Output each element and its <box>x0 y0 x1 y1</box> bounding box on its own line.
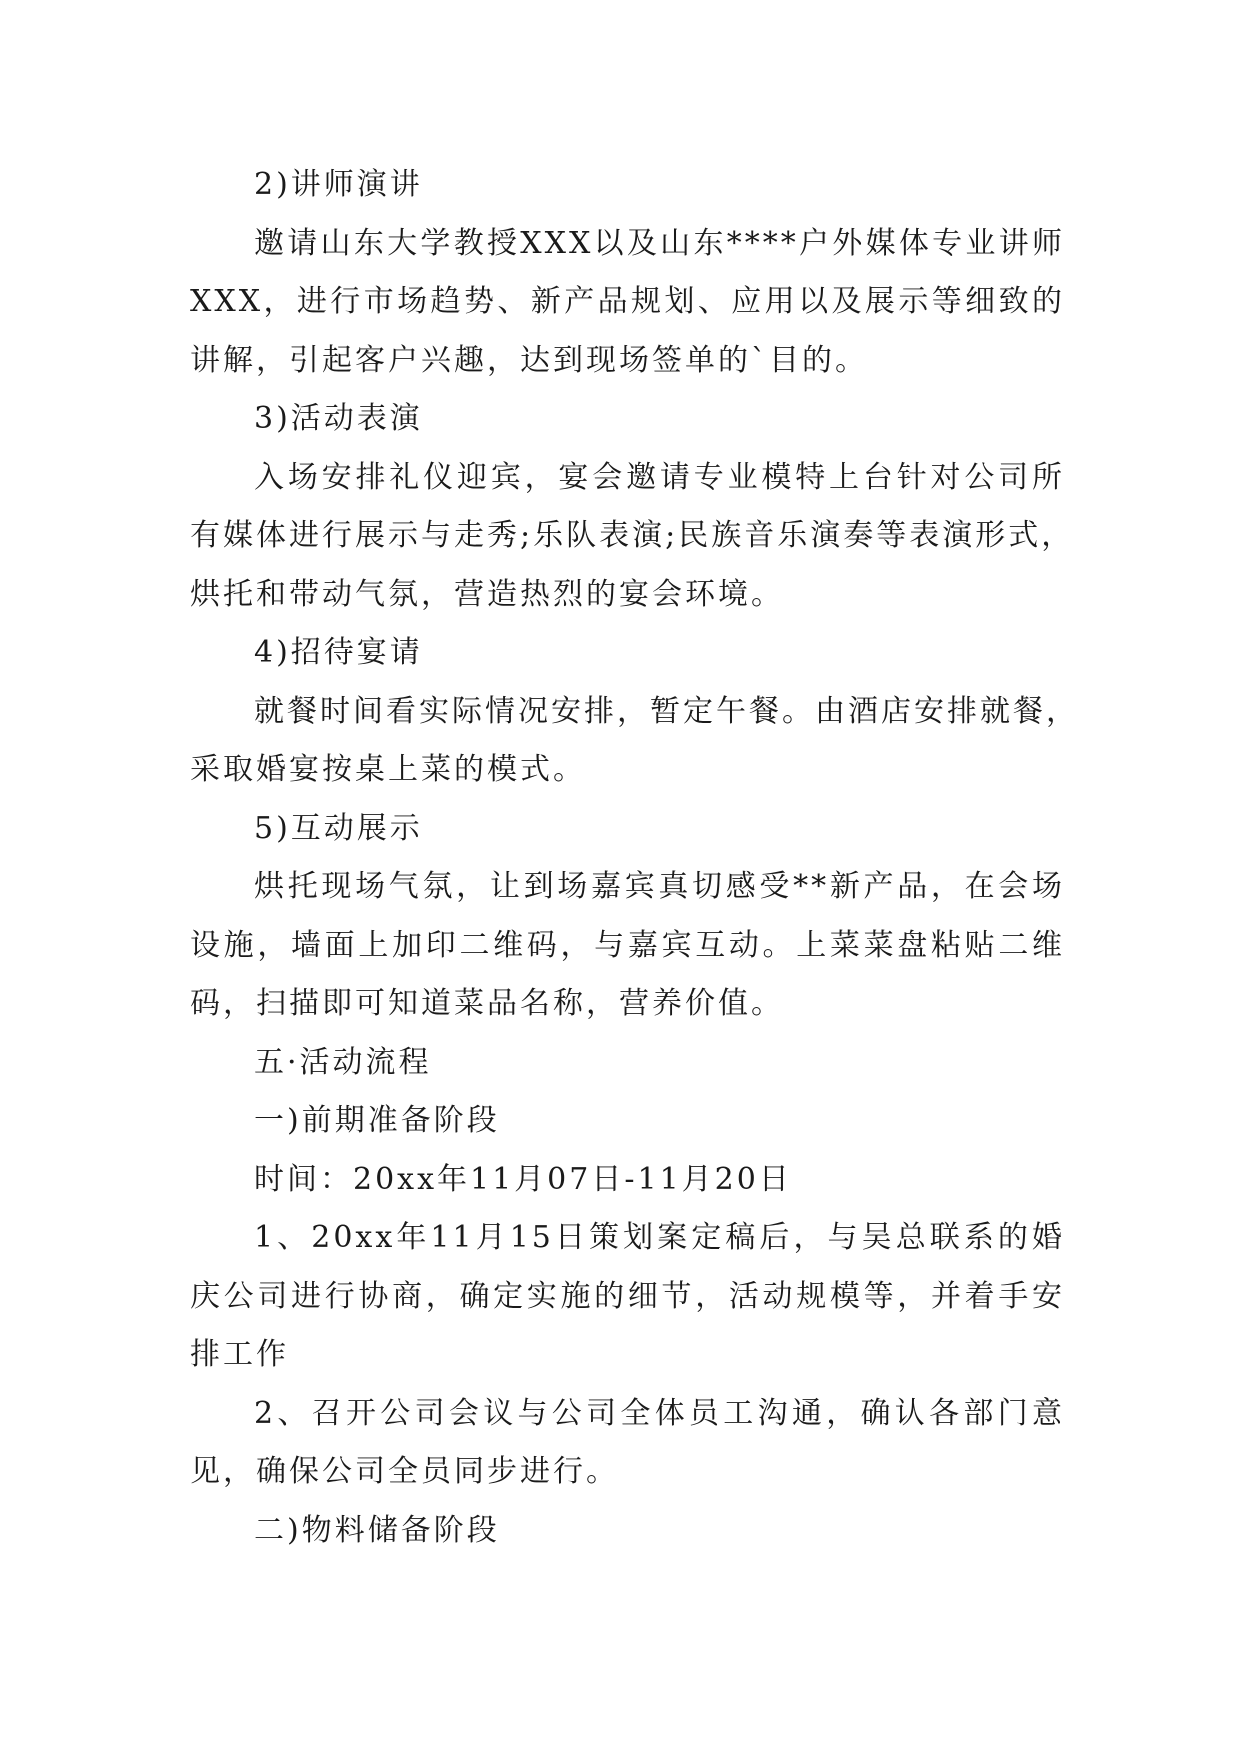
paragraph-line: 有媒体进行展示与走秀;乐队表演;民族音乐演奏等表演形式， <box>190 518 1075 553</box>
paragraph-line: 设施，墙面上加印二维码，与嘉宾互动。上菜菜盘粘贴二维 <box>190 927 1065 963</box>
paragraph-line: 讲解，引起客户兴趣，达到现场签单的`目的。 <box>190 342 868 378</box>
paragraph-line: 见，确保公司全员同步进行。 <box>190 1454 619 1489</box>
paragraph-line: 码，扫描即可知道菜品名称，营养价值。 <box>190 986 784 1021</box>
list-item-2: 2、召开公司会议与公司全体员工沟通，确认各部门意 <box>254 1395 1065 1431</box>
document-body <box>190 156 1079 1560</box>
list-item-1: 1、20xx年11月15日策划案定稿后，与吴总联系的婚 <box>254 1220 1065 1255</box>
paragraph-line: 入场安排礼仪迎宾，宴会邀请专业模特上台针对公司所 <box>254 459 1065 495</box>
paragraph-line: 排工作 <box>190 1337 289 1372</box>
subheading-performance: 3)活动表演 <box>254 401 423 436</box>
subheading-banquet: 4)招待宴请 <box>254 635 423 670</box>
subheading-interaction: 5)互动展示 <box>254 810 423 846</box>
time-range: 时间：20xx年11月07日-11月20日 <box>254 1161 792 1197</box>
subheading-materials-stage: 二)物料储备阶段 <box>254 1512 500 1548</box>
section-heading-activity-flow: 五·活动流程 <box>254 1044 432 1080</box>
paragraph-line: 邀请山东大学教授XXX以及山东****户外媒体专业讲师 <box>254 225 1065 261</box>
paragraph-line: 烘托和带动气氛，营造热烈的宴会环境。 <box>190 576 784 612</box>
paragraph-line: XXX，进行市场趋势、新产品规划、应用以及展示等细致的 <box>190 284 1065 319</box>
paragraph-line: 庆公司进行协商，确定实施的细节，活动规模等，并着手安 <box>190 1278 1065 1314</box>
subheading-preparation-stage: 一)前期准备阶段 <box>254 1103 500 1138</box>
paragraph-line: 采取婚宴按桌上菜的模式。 <box>190 752 586 787</box>
subheading-speaker-talk: 2)讲师演讲 <box>254 167 423 202</box>
paragraph-line: 烘托现场气氛，让到场嘉宾真切感受**新产品，在会场 <box>254 869 1065 904</box>
paragraph-line: 就餐时间看实际情况安排，暂定午餐。由酒店安排就餐， <box>254 693 1079 729</box>
